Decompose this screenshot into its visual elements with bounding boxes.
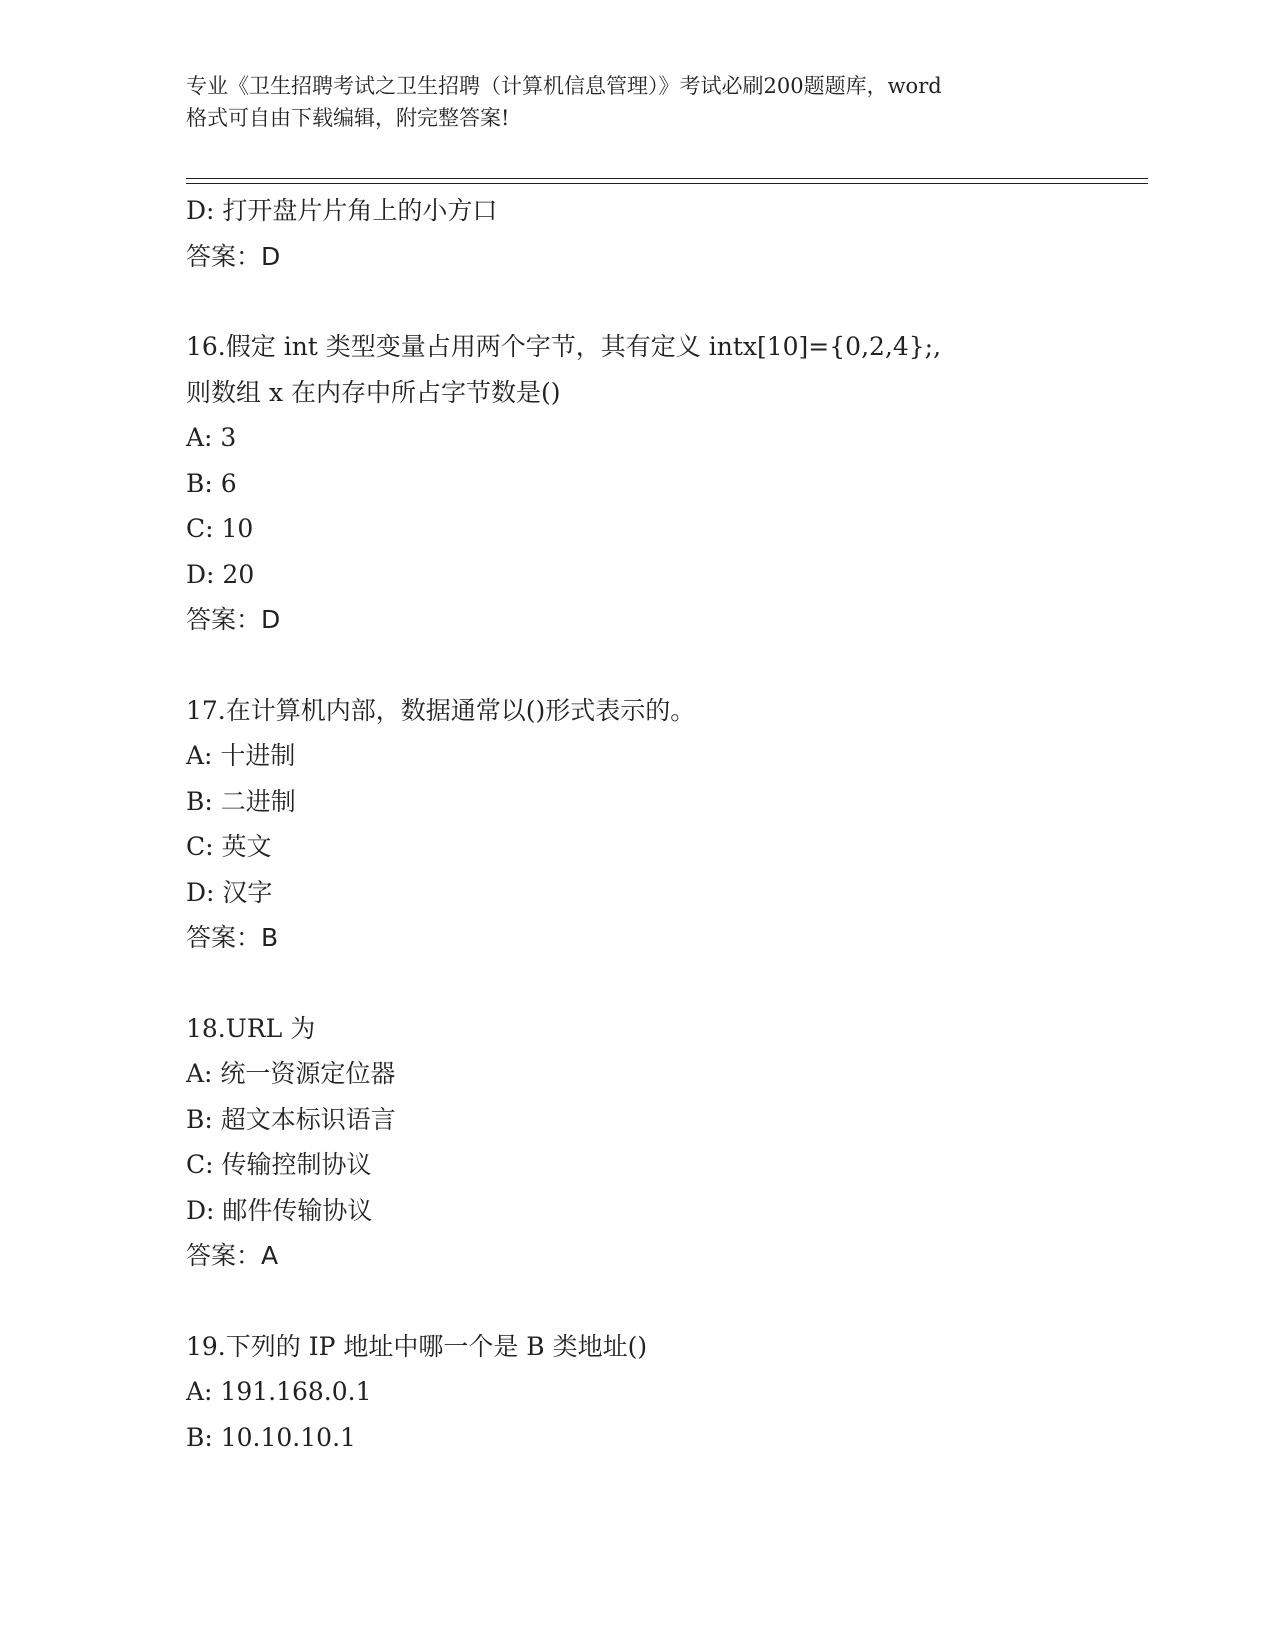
- document-header: [186, 70, 1086, 134]
- option-d: D: 邮件传输协议: [186, 1195, 373, 1225]
- answer-line: 答案：B: [186, 923, 279, 952]
- spacer: [186, 279, 1146, 324]
- option-d: D: 汉字: [186, 877, 273, 907]
- question-text: 18.URL 为: [186, 1013, 316, 1043]
- option-a: A: 3: [186, 423, 237, 452]
- option-c: C: 10: [186, 514, 254, 543]
- header-divider-bottom: [186, 183, 1148, 184]
- header-line-1: 专业《卫生招聘考试之卫生招聘（计算机信息管理）》考试必刷200题题库，word: [186, 74, 942, 98]
- question-text: 17.在计算机内部，数据通常以()形式表示的。: [186, 695, 696, 725]
- answer-line: 答案：D: [186, 241, 281, 271]
- question-16: [186, 324, 1146, 643]
- question-18: [186, 1006, 1146, 1279]
- answer-line: 答案：D: [186, 605, 281, 634]
- question-15: [186, 188, 1146, 279]
- spacer: [186, 1279, 1146, 1324]
- spacer: [186, 961, 1146, 1006]
- option-b: B: 二进制: [186, 786, 296, 816]
- option-d: D: 20: [186, 559, 255, 589]
- question-list: [186, 188, 1146, 1460]
- answer-line: 答案：A: [186, 1241, 279, 1270]
- option-a: A: 191.168.0.1: [186, 1377, 372, 1406]
- question-text-line-2: 则数组 x 在内存中所占字节数是(): [186, 377, 561, 407]
- question-text: 19.下列的 IP 地址中哪一个是 B 类地址(): [186, 1331, 648, 1361]
- option-c: C: 英文: [186, 832, 272, 861]
- option-a: A: 统一资源定位器: [186, 1059, 396, 1088]
- option-b: B: 6: [186, 468, 237, 498]
- question-text-line-1: 16.假定 int 类型变量占用两个字节，其有定义 intx[10]={0,2,4};,: [186, 332, 942, 361]
- header-divider-top: [186, 178, 1148, 179]
- question-19: [186, 1324, 1146, 1461]
- question-17: [186, 688, 1146, 961]
- option-d: D: 打开盘片片角上的小方口: [186, 196, 498, 225]
- option-b: B: 10.10.10.1: [186, 1422, 356, 1452]
- spacer: [186, 643, 1146, 688]
- option-a: A: 十进制: [186, 741, 296, 770]
- header-line-2: 格式可自由下载编辑，附完整答案!: [186, 106, 510, 130]
- option-b: B: 超文本标识语言: [186, 1104, 396, 1134]
- option-c: C: 传输控制协议: [186, 1150, 372, 1179]
